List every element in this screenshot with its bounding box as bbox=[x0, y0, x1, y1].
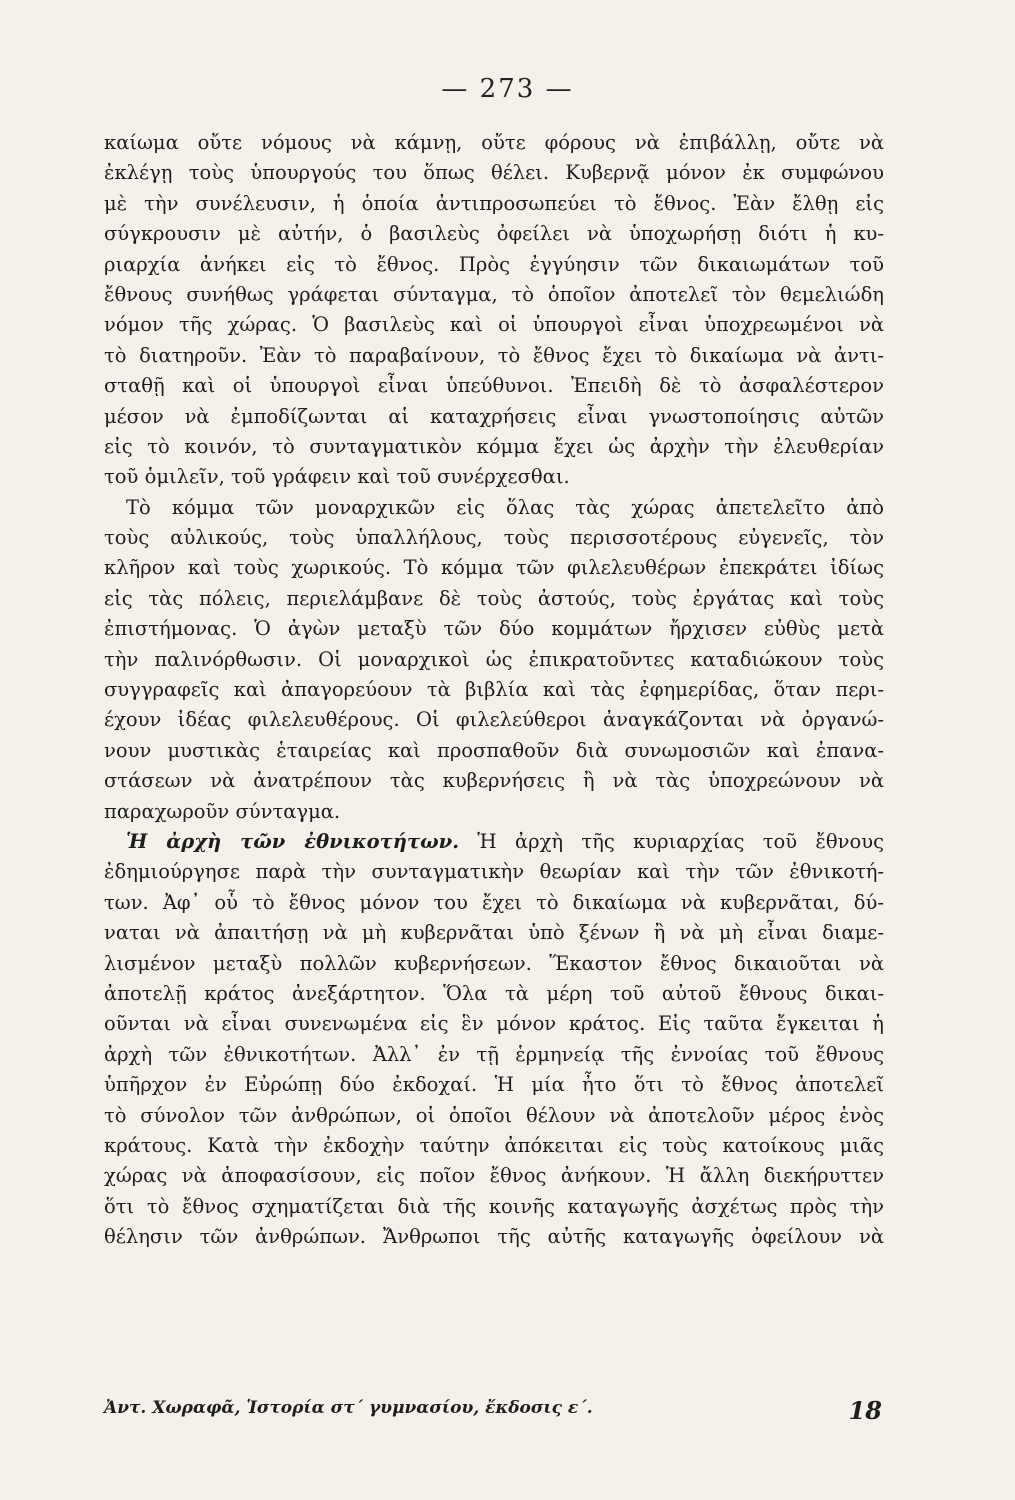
text-line: μέσον νὰ ἐμποδίζωνται αἱ καταχρήσεις εἶναι γνωστοποίησις αὐτῶν bbox=[104, 404, 884, 428]
text-line: Τὸ κόμμα τῶν μοναρχικῶν εἰς ὅλας τὰς χώρας ἀπετελεῖτο ἀπὸ bbox=[126, 495, 884, 519]
text-line: παραχωροῦν σύνταγμα. bbox=[104, 799, 341, 823]
text-line: ὑπῆρχον ἐν Εὐρώπῃ δύο ἐκδοχαί. Ἡ μία ἦτο ὅτι τὸ ἔθνος ἀποτελεῖ bbox=[104, 1073, 884, 1097]
text-line: ναται νὰ ἀπαιτήσῃ νὰ μὴ κυβερνᾶται ὑπὸ ξένων ἢ νὰ μὴ εἶναι διαμε- bbox=[104, 921, 884, 945]
text-line: εἰς τὰς πόλεις, περιελάμβανε δὲ τοὺς ἀστούς, τοὺς ἐργάτας καὶ τοὺς bbox=[104, 586, 884, 610]
text-line: ὅτι τὸ ἔθνος σχηματίζεται διὰ τῆς κοινῆς καταγωγῆς ἀσχέτως πρὸς τὴν bbox=[104, 1194, 884, 1218]
text-line: τοῦ ὁμιλεῖν, τοῦ γράφειν καὶ τοῦ συνέρχεσθαι. bbox=[104, 465, 570, 489]
text-line: νόμον τῆς χώρας. Ὁ βασιλεὺς καὶ οἱ ὑπουργοὶ εἶναι ὑποχρεωμένοι νὰ bbox=[104, 313, 884, 337]
text-line: καίωμα οὔτε νόμους νὰ κάμνῃ, οὔτε φόρους νὰ ἐπιβάλλῃ, οὔτε νὰ bbox=[104, 131, 884, 154]
heading-line-text: Ἡ ἀρχὴ τῆς κυριαρχίας τοῦ ἔθνους bbox=[458, 829, 884, 853]
text-line: τὸ σύνολον τῶν ἀνθρώπων, οἱ ὁποῖοι θέλουν νὰ ἀποτελοῦν μέρος ἑνὸς bbox=[104, 1103, 884, 1127]
paragraph-nationalities bbox=[104, 827, 884, 1252]
paragraph-parties bbox=[104, 493, 884, 827]
text-line: τὴν παλινόρθωσιν. Οἱ μοναρχικοὶ ὡς ἐπικρατοῦντες καταδιώκουν τοὺς bbox=[104, 647, 884, 671]
text-line: λισμένον μεταξὺ πολλῶν κυβερνήσεων. Ἕκαστον ἔθνος δικαιοῦται νὰ bbox=[104, 951, 884, 975]
text-line: κλῆρον καὶ τοὺς χωρικούς. Τὸ κόμμα τῶν φιλελευθέρων ἐπεκράτει ἰδίως bbox=[104, 556, 884, 580]
text-line: ριαρχία ἀνήκει εἰς τὸ ἔθνος. Πρὸς ἐγγύησιν τῶν δικαιωμάτων τοῦ bbox=[104, 252, 884, 276]
text-line: θέλησιν τῶν ἀνθρώπων. Ἄνθρωποι τῆς αὐτῆς καταγωγῆς ὀφείλουν νὰ bbox=[104, 1225, 884, 1249]
text-line: έχουν ἰδέας φιλελευθέρους. Οἱ φιλελεύθεροι ἀναγκάζονται νὰ ὀργανώ- bbox=[104, 708, 884, 732]
page-number: — 273 — bbox=[441, 74, 574, 104]
text-line: ἐπιστήμονας. Ὁ ἀγὼν μεταξὺ τῶν δύο κομμάτων ἤρχισεν εὐθὺς μετὰ bbox=[104, 617, 884, 641]
footer-reference: Ἀντ. Χωραφᾶ, Ἱστορία στ´ γυμνασίου, ἔκδοσις ε´. bbox=[104, 1398, 593, 1418]
text-line: συγγραφεῖς καὶ ἀπαγορεύουν τὰ βιβλία καὶ τὰς ἐφημερίδας, ὅταν περι- bbox=[104, 678, 884, 702]
text-line: ἐκλέγῃ τοὺς ὑπουργούς του ὅπως θέλει. Κυβερνᾷ μόνον ἐκ συμφώνου bbox=[104, 161, 884, 185]
text-line: χώρας νὰ ἀποφασίσουν, εἰς ποῖον ἔθνος ἀνήκουν. Ἡ ἄλλη διεκήρυττεν bbox=[104, 1164, 884, 1188]
text-line: των. Ἀφ᾽ οὗ τὸ ἔθνος μόνον του ἔχει τὸ δικαίωμα νὰ κυβερνᾶται, δύ- bbox=[104, 890, 884, 914]
paragraph-constitutional bbox=[104, 128, 884, 493]
text-line: τὸ διατηροῦν. Ἐὰν τὸ παραβαίνουν, τὸ ἔθνος ἔχει τὸ δικαίωμα νὰ ἀντι- bbox=[104, 343, 884, 367]
page-footer bbox=[104, 1392, 884, 1426]
text-line: εἰς τὸ κοινόν, τὸ συνταγματικὸν κόμμα ἔχει ὡς ἀρχὴν τὴν ἐλευθερίαν bbox=[104, 434, 884, 458]
section-heading: Ἡ ἀρχὴ τῶν ἐθνικοτήτων. bbox=[126, 829, 459, 853]
signature-mark: 18 bbox=[848, 1396, 882, 1425]
text-line: ἀποτελῇ κράτος ἀνεξάρτητον. Ὅλα τὰ μέρη τοῦ αὐτοῦ ἔθνους δικαι- bbox=[104, 981, 884, 1005]
text-line: ἐδημιούργησε παρὰ τὴν συνταγματικὴν θεωρίαν καὶ τὴν τῶν ἐθνικοτή- bbox=[104, 860, 884, 884]
text-line: σταθῇ καὶ οἱ ὑπουργοὶ εἶναι ὑπεύθυνοι. Ἐπειδὴ δὲ τὸ ἀσφαλέστερον bbox=[104, 374, 884, 398]
text-line bbox=[104, 827, 884, 857]
text-line: τοὺς αὐλικούς, τοὺς ὑπαλλήλους, τοὺς περισσοτέρους εὐγενεῖς, τὸν bbox=[104, 526, 884, 550]
text-line: σύγκρουσιν μὲ αὐτήν, ὁ βασιλεὺς ὀφείλει νὰ ὑποχωρήσῃ διότι ἡ κυ- bbox=[104, 222, 884, 246]
text-line: ἔθνους συνήθως γράφεται σύνταγμα, τὸ ὁποῖον ἀποτελεῖ τὸν θεμελιώδη bbox=[104, 282, 884, 306]
text-line: μὲ τὴν συνέλευσιν, ἡ ὁποία ἀντιπροσωπεύει τὸ ἔθνος. Ἐὰν ἔλθῃ εἰς bbox=[104, 191, 884, 215]
body-text bbox=[104, 128, 884, 1252]
text-line: στάσεων νὰ ἀνατρέπουν τὰς κυβερνήσεις ἢ νὰ τὰς ὑποχρεώνουν νὰ bbox=[104, 769, 884, 793]
text-line: οῦνται νὰ εἶναι συνενωμένα εἰς ἓν μόνον κράτος. Εἰς ταῦτα ἔγκειται ἡ bbox=[104, 1012, 884, 1036]
text-line: νουν μυστικὰς ἑταιρείας καὶ προσπαθοῦν διὰ συνωμοσιῶν καὶ ἐπανα- bbox=[104, 738, 884, 762]
text-line: ἀρχὴ τῶν ἐθνικοτήτων. Ἀλλ᾽ ἐν τῇ ἑρμηνείᾳ τῆς ἐννοίας τοῦ ἔθνους bbox=[104, 1042, 884, 1066]
text-line: κράτους. Κατὰ τὴν ἐκδοχὴν ταύτην ἀπόκειται εἰς τοὺς κατοίκους μιᾶς bbox=[104, 1133, 884, 1157]
